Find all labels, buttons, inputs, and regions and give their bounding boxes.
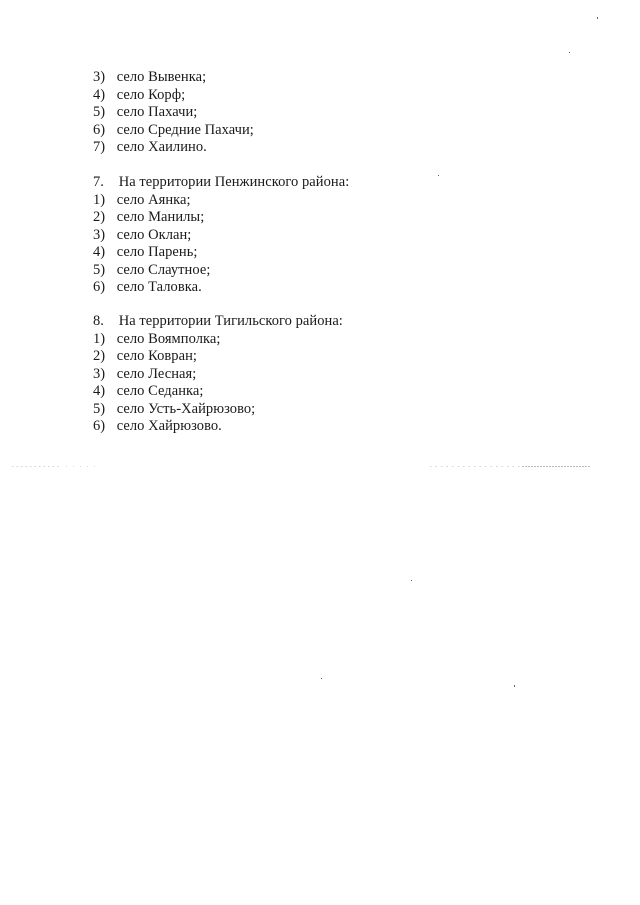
section-title: На территории Тигильского района: — [118, 313, 343, 329]
section-title: На территории Пенжинского района: — [118, 174, 350, 190]
item-number: 1) — [93, 330, 106, 347]
list-item — [93, 331, 220, 348]
item-text: село Таловка. — [116, 279, 202, 295]
item-text: село Воямполка; — [116, 330, 221, 347]
item-text: село Ковран; — [116, 348, 197, 364]
item-number: 5) — [93, 400, 106, 417]
item-number: 6) — [93, 279, 106, 295]
item-number: 2) — [93, 209, 106, 225]
list-item — [93, 348, 197, 365]
item-number: 4) — [93, 244, 106, 260]
scan-speck — [411, 580, 412, 581]
item-text: село Седанка; — [116, 383, 204, 399]
item-number: 6) — [93, 418, 106, 434]
item-text: село Вывенка; — [116, 69, 207, 85]
scan-speck — [597, 17, 598, 19]
list-item — [93, 192, 191, 209]
section-heading — [93, 174, 349, 191]
list-item — [93, 279, 202, 296]
section-number: 7. — [93, 174, 104, 190]
item-text: село Оклан; — [116, 226, 192, 243]
list-item — [93, 104, 197, 121]
item-number: 4) — [93, 383, 106, 399]
item-number: 5) — [93, 104, 106, 120]
item-text: село Аянка; — [116, 191, 191, 208]
item-number: 3) — [93, 226, 106, 243]
item-number: 4) — [93, 86, 106, 103]
item-number: 2) — [93, 348, 106, 364]
list-item — [93, 244, 197, 261]
item-number: 3) — [93, 365, 106, 382]
section-heading — [93, 313, 343, 330]
list-item — [93, 227, 191, 244]
item-text: село Хайрюзово. — [116, 418, 222, 434]
scan-speck — [321, 678, 322, 679]
item-text: село Средние Пахачи; — [116, 121, 254, 138]
list-item — [93, 139, 207, 156]
list-item — [93, 418, 222, 435]
scan-speck — [438, 175, 439, 176]
list-item — [93, 209, 204, 226]
list-item — [93, 383, 203, 400]
item-number: 7) — [93, 139, 106, 155]
item-number: 1) — [93, 191, 106, 208]
item-text: село Парень; — [116, 244, 198, 260]
list-item — [93, 262, 210, 279]
item-text: село Манилы; — [116, 209, 205, 225]
list-item — [93, 87, 185, 104]
item-number: 3) — [93, 69, 106, 85]
list-item — [93, 69, 206, 86]
scan-speck — [514, 685, 515, 687]
section-number: 8. — [93, 313, 104, 329]
item-text: село Усть-Хайрюзово; — [116, 400, 256, 417]
item-text: село Лесная; — [116, 365, 197, 382]
list-item — [93, 366, 196, 383]
scan-artifact-line — [0, 466, 640, 467]
scan-speck — [569, 52, 570, 53]
item-number: 6) — [93, 121, 106, 138]
list-item — [93, 401, 255, 418]
list-item — [93, 122, 254, 139]
item-text: село Слаутное; — [116, 261, 211, 278]
item-number: 5) — [93, 261, 106, 278]
item-text: село Хаилино. — [116, 139, 207, 155]
item-text: село Пахачи; — [116, 104, 198, 120]
item-text: село Корф; — [116, 86, 186, 103]
